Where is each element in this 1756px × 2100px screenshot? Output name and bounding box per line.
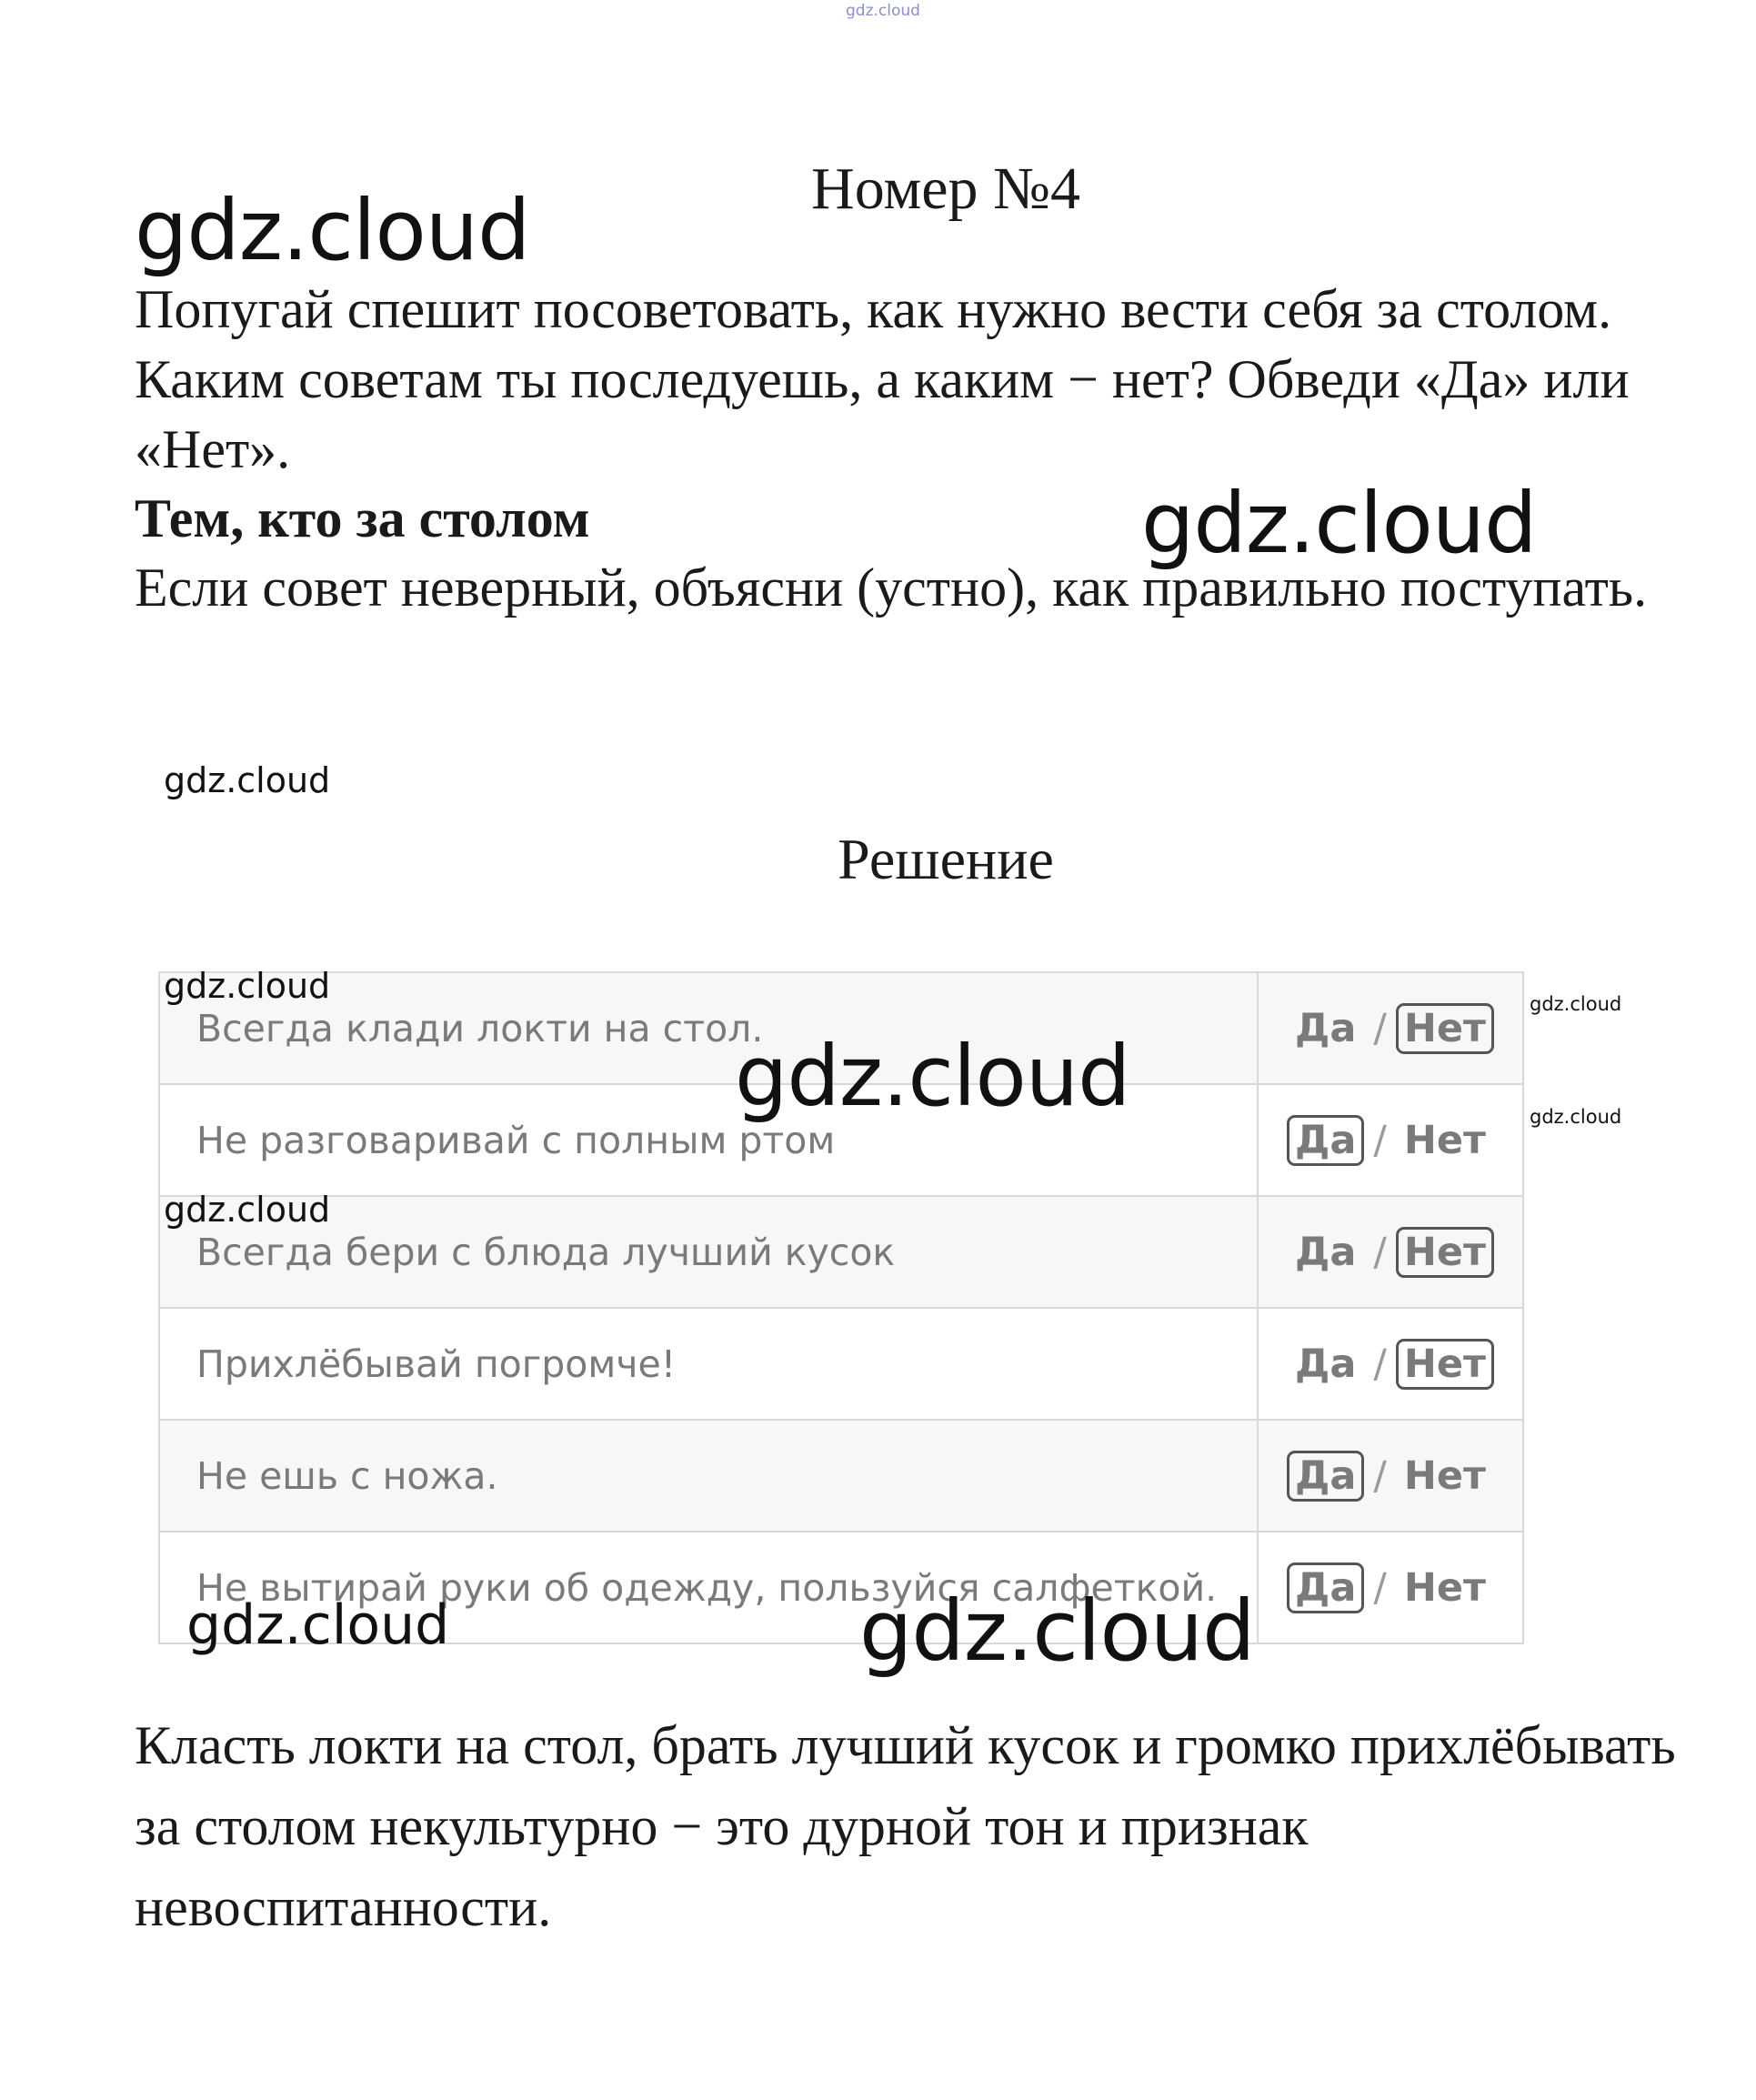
slash: / — [1373, 1117, 1387, 1163]
slash: / — [1373, 1564, 1387, 1611]
no-option-circled[interactable]: Нет — [1396, 1339, 1494, 1390]
slash: / — [1373, 1452, 1387, 1499]
slash: / — [1373, 1005, 1387, 1051]
advice-text: Прихлёбывай погромче! — [160, 1309, 1259, 1419]
answer-cell — [1259, 1309, 1522, 1419]
no-option[interactable]: Нет — [1403, 1564, 1486, 1611]
section-heading: Тем, кто за столом — [135, 488, 590, 548]
table-row — [160, 1309, 1522, 1421]
no-option[interactable]: Нет — [1403, 1117, 1486, 1163]
no-option-circled[interactable]: Нет — [1396, 1227, 1494, 1278]
watermark-bottom-center: gdz.cloud — [859, 1583, 1255, 1680]
advice-text: Не вытирай руки об одежду, пользуйся салфеткой. — [160, 1532, 1259, 1643]
watermark-table-row3: gdz.cloud — [164, 1190, 331, 1230]
page-title: Номер №4 — [811, 156, 1080, 222]
watermark-header: gdz.cloud — [135, 182, 530, 279]
answer-cell — [1259, 1197, 1522, 1307]
table-row — [160, 1197, 1522, 1309]
watermark-side-2: gdz.cloud — [1530, 1106, 1622, 1128]
advice-text: Всегда клади локти на стол. — [160, 973, 1259, 1083]
watermark-table-row1: gdz.cloud — [164, 966, 331, 1006]
answer-cell — [1259, 1085, 1522, 1195]
task-text: Попугай спешит посоветовать, как нужно вести себя за столом. Каким советам ты последуешь, а каким − нет? Обведи «Да» или «Нет». — [135, 279, 1630, 479]
yes-option[interactable]: Да — [1295, 1005, 1357, 1051]
advice-text: Не разговаривай с полным ртом — [160, 1085, 1259, 1195]
answer-cell — [1259, 1532, 1522, 1643]
note-text: Если совет неверный, объясни (устно), как правильно поступать. — [135, 558, 1648, 618]
yes-option[interactable]: Да — [1295, 1341, 1357, 1387]
advice-text: Всегда бери с блюда лучший кусок — [160, 1197, 1259, 1307]
no-option[interactable]: Нет — [1403, 1452, 1486, 1499]
no-option-circled[interactable]: Нет — [1396, 1003, 1494, 1054]
watermark-bottom-left: gdz.cloud — [186, 1593, 450, 1657]
yes-option[interactable]: Да — [1295, 1229, 1357, 1275]
table-row — [160, 1421, 1522, 1532]
watermark-right-heading: gdz.cloud — [1141, 475, 1537, 572]
conclusion-text: Класть локти на стол, брать лучший кусок и громко прихлёбывать за столом некультурно − это дурной тон и признак невоспитанности. — [135, 1715, 1676, 1937]
watermark-table-center: gdz.cloud — [735, 1028, 1130, 1125]
watermark-mid-left: gdz.cloud — [164, 760, 331, 800]
slash: / — [1373, 1229, 1387, 1275]
yes-option-circled[interactable]: Да — [1287, 1451, 1364, 1502]
answer-cell — [1259, 973, 1522, 1083]
watermark-top: gdz.cloud — [846, 2, 920, 20]
watermark-side-1: gdz.cloud — [1530, 993, 1622, 1015]
yes-option-circled[interactable]: Да — [1287, 1562, 1364, 1613]
yes-option-circled[interactable]: Да — [1287, 1115, 1364, 1166]
advice-text: Не ешь с ножа. — [160, 1421, 1259, 1531]
answer-cell — [1259, 1421, 1522, 1531]
solution-title: Решение — [838, 827, 1054, 891]
slash: / — [1373, 1341, 1387, 1387]
